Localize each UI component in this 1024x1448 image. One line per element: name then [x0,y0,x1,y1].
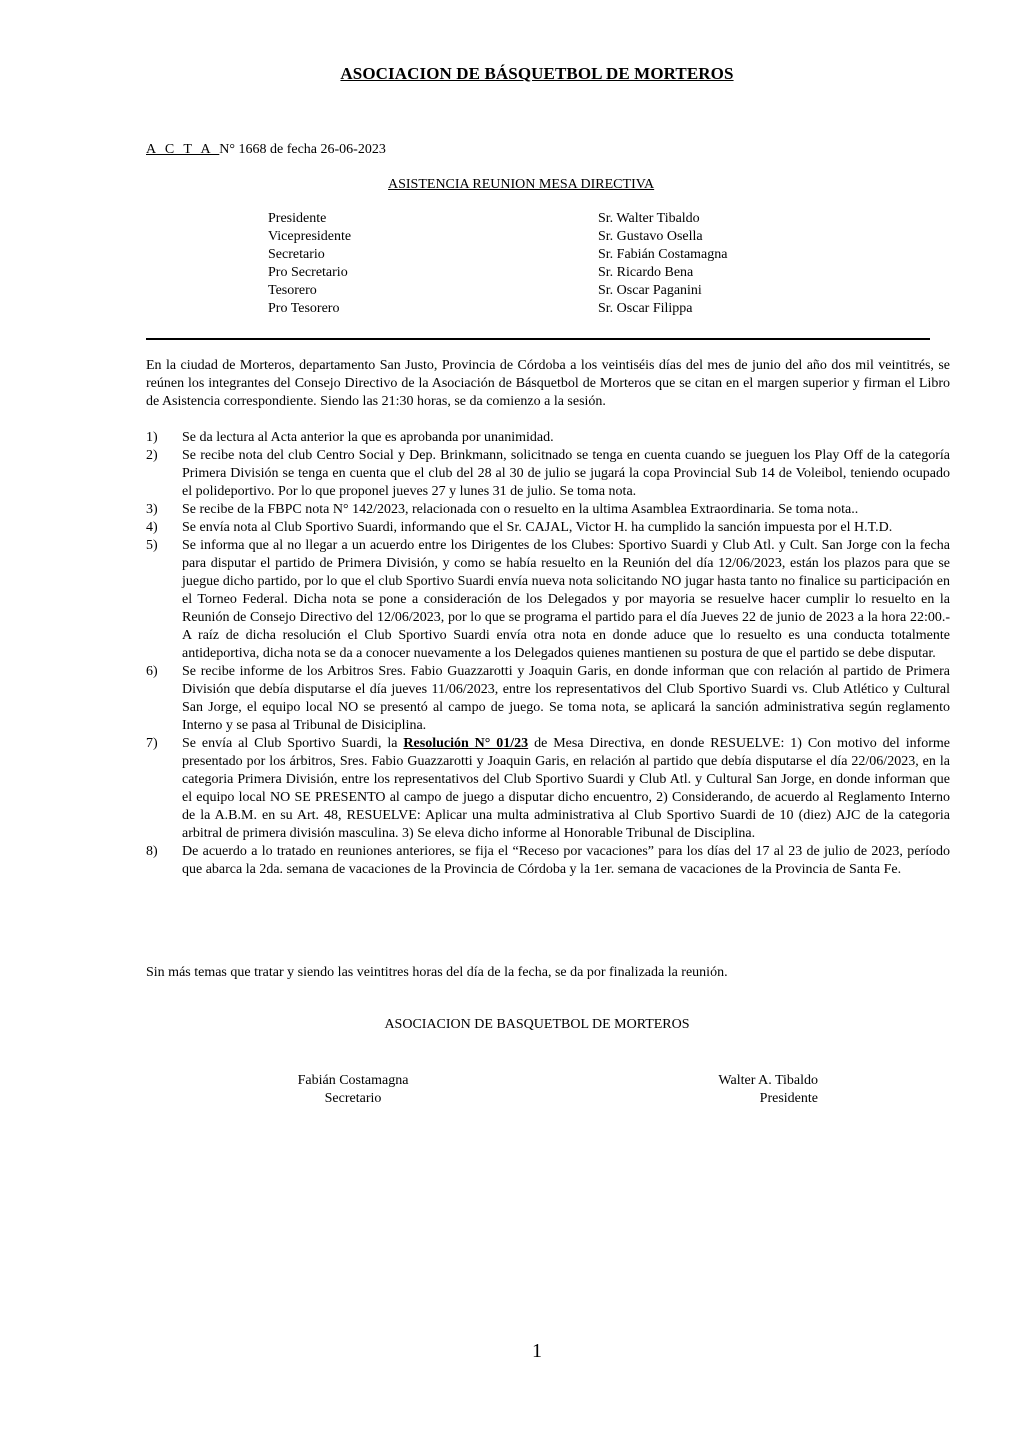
agenda-item [146,501,950,519]
attendance-name: Sr. Oscar Filippa [598,301,693,316]
acta-line [146,142,386,158]
attendance-row [268,300,768,318]
agenda-item [146,843,950,879]
attendance-row [268,210,768,228]
agenda-item-text: Se recibe informe de los Arbitros Sres. Fabio Guazzarotti y Joaquin Garis, en donde informan que con relación al partido de Primera División que debía disputarse el día jueves 11/06/2023, entre los representativos del Club Sportivo Suardi vs. Club Atlético y Cultural San Jorge, el equipo local NO se presentó al campo de juego. Se toma nota, se aplicará la sanción administrativa según reglamento Interno y se pasa al Tribunal de Disiciplina. [182,664,950,733]
agenda-item [146,537,950,663]
agenda-item-text-pre: Se envía al Club Sportivo Suardi, la [182,736,404,751]
agenda-item-number: 2) [146,448,158,463]
page-number: 1 [532,1340,542,1362]
agenda-item-number: 8) [146,844,158,859]
agenda-item-text-post: de Mesa Directiva, en donde RESUELVE: 1) Con motivo del informe presentado por los árbitros, Sres. Fabio Guazzarotti y Joaquin Garis, en relación al partido que debía disputarse el día 22/06/2023, en la categoria Primera División, entre los representativos del Club Sportivo Suardi y Club Atl. y Cultural San Jorge, en donde informan que el equipo local NO SE PRESENTO al campo de juego a disputar dicho encuentro, 2) Considerando, de acuerdo al Reglamento Interno de la A.B.M. en su Art. 48, RESUELVE: Aplicar una multa administrativa al Club Sportivo Suardi de 10 (diez) AJC de la categoria arbitral de primera división masculina. 3) Se eleva dicho informe al Honorable Tribunal de Disciplina. [182,736,951,841]
agenda-item-text: Se recibe de la FBPC nota N° 142/2023, relacionada con o resuelto en la ultima Asamblea Extraordinaria. Se toma nota.. [182,502,859,517]
agenda-item-text: Se recibe nota del club Centro Social y Dep. Brinkmann, solicitnado se tenga en cuenta cuando se jueguen los Play Off de la categoría Primera División se tenga en cuenta que el club del 28 al 30 de julio se jugará la copa Provincial Sub 14 de Voleibol, teniendo ocupado el polideportivo. Por lo que proponel jueves 27 y lunes 31 de julio. Se toma nota. [182,448,950,499]
agenda-item-text: De acuerdo a lo tratado en reuniones anteriores, se fija el “Receso por vacaciones” para los días del 17 al 23 de julio de 2023, período que abarca la 2da. semana de vacaciones de la Provincia de Córdoba y la 1er. semana de vacaciones de la Provincia de Santa Fe. [182,844,950,877]
agenda-item [146,663,950,735]
attendance-name: Sr. Oscar Paganini [598,283,702,298]
signature-role: Presidente [759,1091,818,1106]
signature-name: Fabián Costamagna [297,1073,409,1088]
signature-secretary [290,1072,416,1108]
attendance-row [268,228,768,246]
resolution-reference: Resolución N° 01/23 [403,736,529,751]
agenda-item-number: 3) [146,502,158,517]
agenda-item [146,519,950,537]
horizontal-divider [146,338,930,340]
attendance-role: Secretario [268,247,325,262]
agenda-item-number: 4) [146,520,158,535]
signature-role: Secretario [324,1091,382,1106]
attendance-heading: ASISTENCIA REUNION MESA DIRECTIVA [388,177,655,192]
agenda-item-number: 1) [146,430,158,445]
attendance-name: Sr. Fabián Costamagna [598,247,728,262]
agenda-item-number: 6) [146,664,158,679]
agenda-item [146,735,950,843]
attendance-role: Vicepresidente [268,229,352,244]
document-title: ASOCIACION DE BÁSQUETBOL DE MORTEROS [340,64,734,83]
agenda-list [146,429,950,879]
signature-president [700,1072,818,1108]
agenda-item [146,429,950,447]
attendance-name: Sr. Gustavo Osella [598,229,703,244]
attendance-role: Presidente [268,211,327,226]
agenda-item-number: 5) [146,538,158,553]
attendance-role: Pro Secretario [268,265,348,280]
attendance-list [268,210,768,318]
agenda-item-number: 7) [146,736,158,751]
signature-name: Walter A. Tibaldo [718,1073,818,1088]
closing-paragraph: Sin más temas que tratar y siendo las veintitres horas del día de la fecha, se da por finalizada la reunión. [146,965,728,980]
signature-organization: ASOCIACION DE BASQUETBOL DE MORTEROS [384,1017,690,1032]
agenda-item-text: Se da lectura al Acta anterior la que es aprobanda por unanimidad. [182,430,554,445]
attendance-row [268,282,768,300]
acta-label: A C T A [146,142,220,157]
attendance-name: Sr. Ricardo Bena [598,265,694,280]
agenda-item-text: Se informa que al no llegar a un acuerdo entre los Dirigentes de los Clubes: Sportivo Suardi y Club Atl. y Cult. San Jorge con la fecha para disputar el partido de Primera División, y como se había resuelto en la Reunión del día 12/06/2023, están los plazos para que se juegue dicho partido, por lo que el club Sportivo Suardi envía nueva nota solicitando NO jugar hasta tanto no finalice su participación en el Torneo Federal. Dicha nota se pone a consideración de los Delegados y por mayoria se resuelve hacer cumplir lo resuelto en la Reunión de Consejo Directivo del 12/06/2023, por lo que se programa el partido para el día Jueves 22 de junio de 2023 a la hora 22:00.- A raíz de dicha resolución el Club Sportivo Suardi envía otra nota en donde aduce que lo resuelto es una conducta totalmente antideportiva, dicha nota se da a conocer nuevamente a los Delegados quienes mantienen su postura de que el partido se debe disputar. [182,538,950,661]
acta-number-date: N° 1668 de fecha 26-06-2023 [219,142,386,157]
attendance-row [268,264,768,282]
agenda-item [146,447,950,501]
attendance-name: Sr. Walter Tibaldo [598,211,700,226]
attendance-role: Tesorero [268,283,317,298]
agenda-item-text [182,735,950,843]
attendance-row [268,246,768,264]
attendance-role: Pro Tesorero [268,301,340,316]
agenda-item-text: Se envía nota al Club Sportivo Suardi, informando que el Sr. CAJAL, Victor H. ha cumplido la sanción impuesta por el H.T.D. [182,520,893,535]
intro-paragraph: En la ciudad de Morteros, departamento San Justo, Provincia de Córdoba a los veintiséis días del mes de junio del año dos mil veintitrés, se reúnen los integrantes del Consejo Directivo de la Asociación de Básquetbol de Morteros que se citan en el margen superior y firman el Libro de Asistencia correspondiente. Siendo las 21:30 horas, se da comienzo a la sesión. [146,358,950,409]
